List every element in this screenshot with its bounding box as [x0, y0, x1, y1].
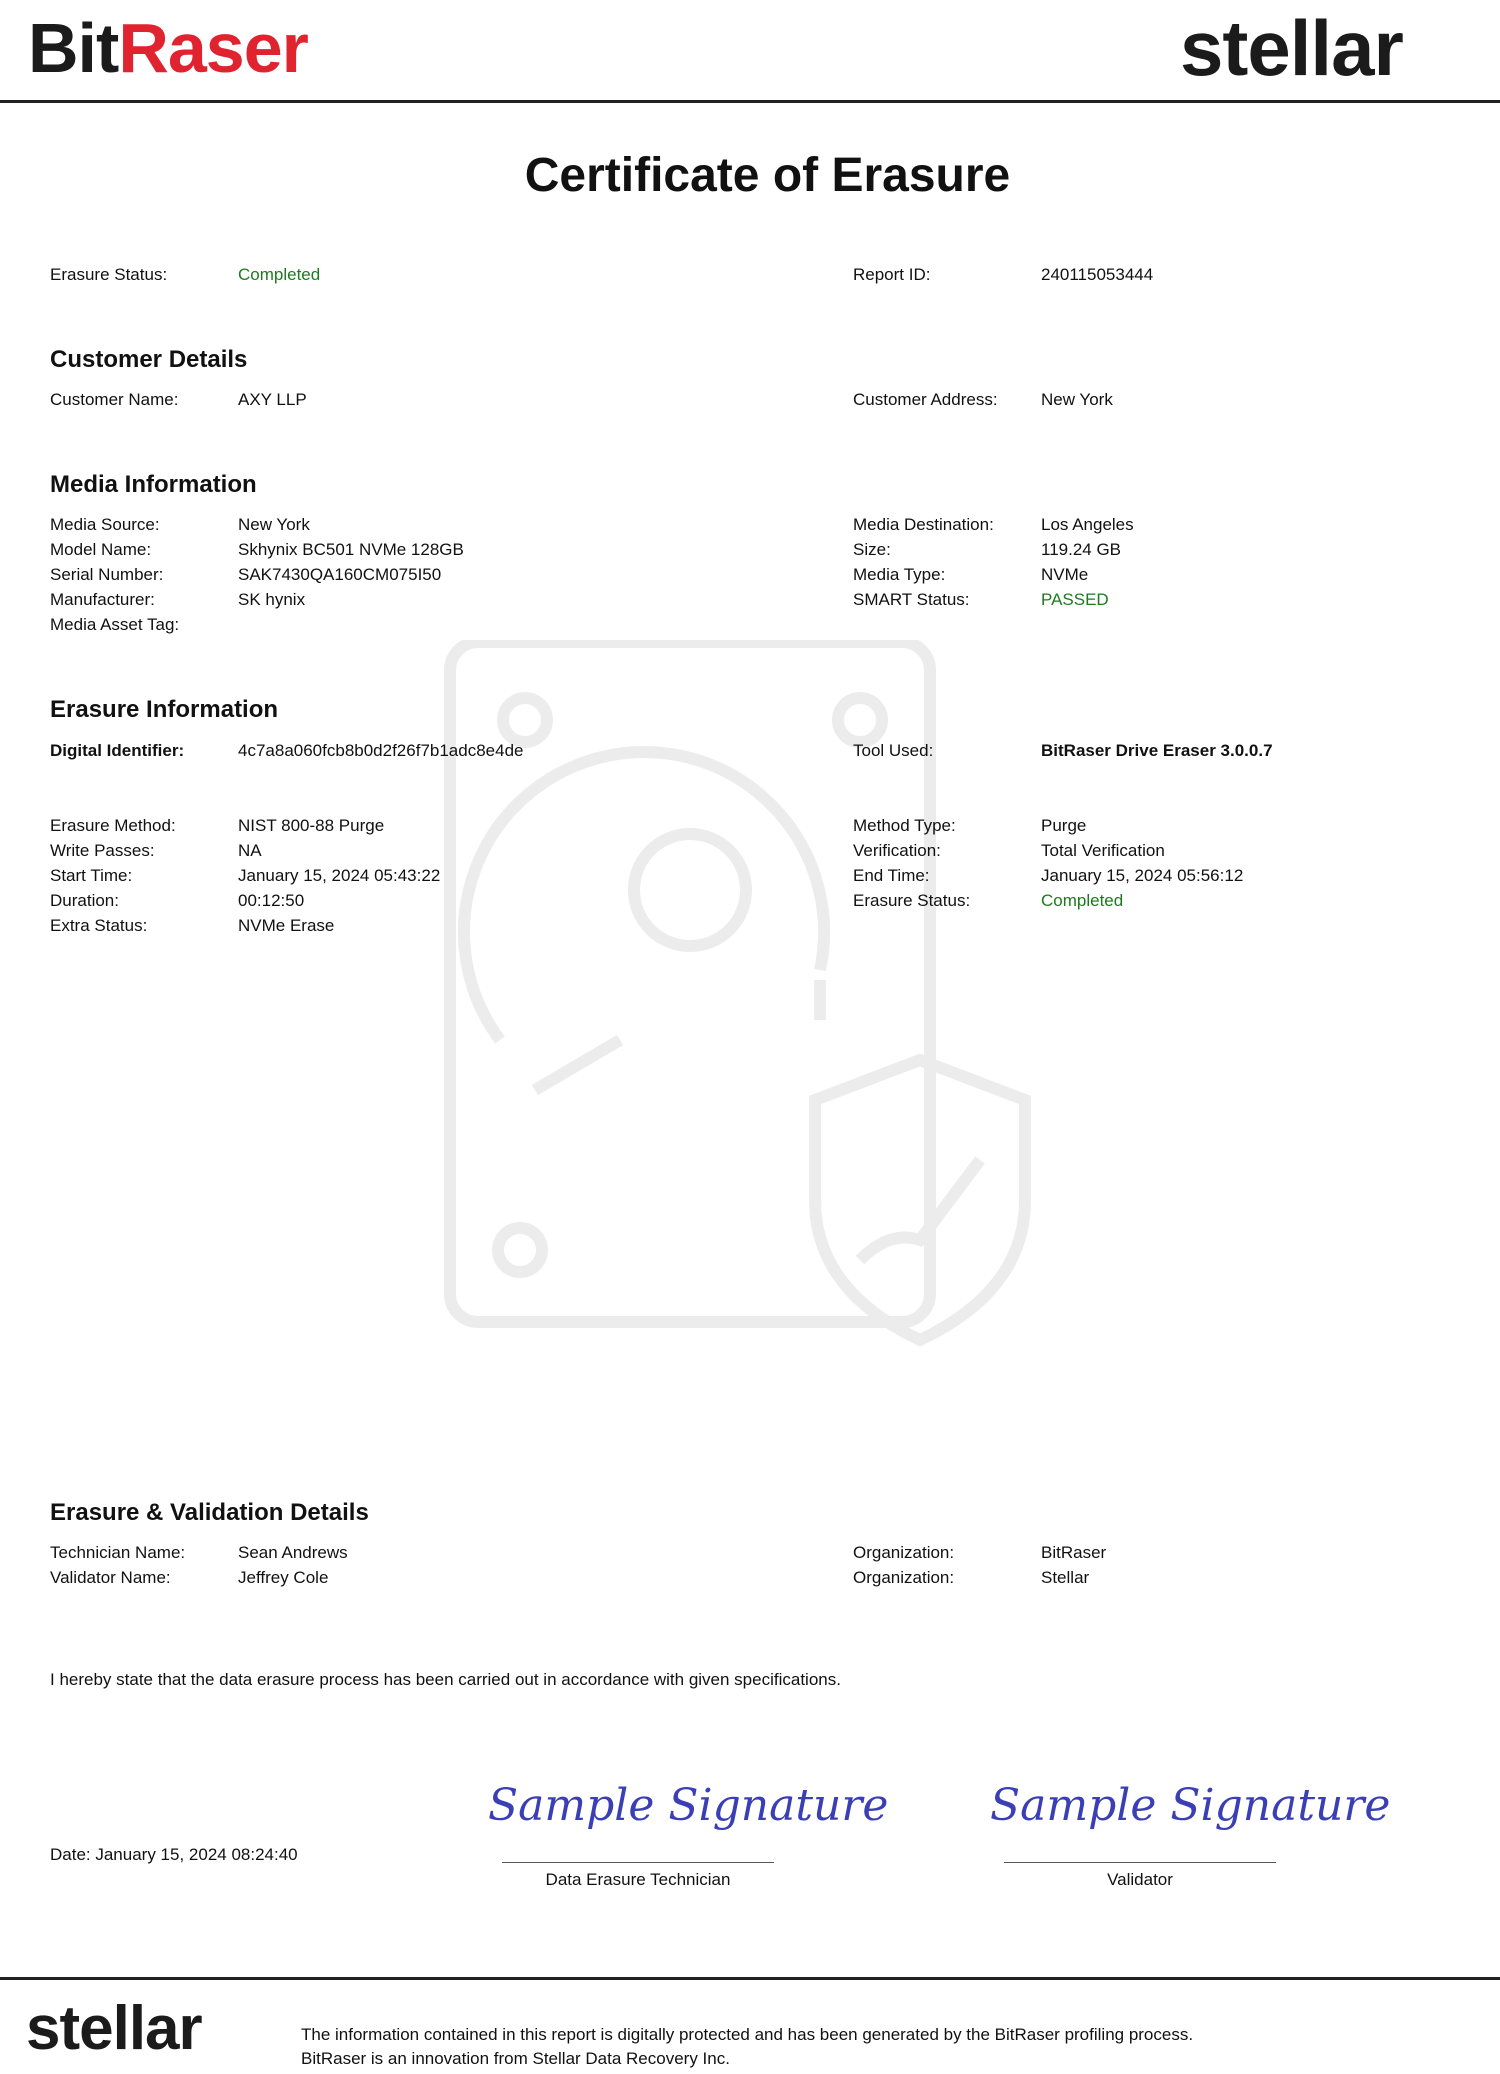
erasure-left-value: 00:12:50 [238, 891, 305, 910]
customer-name-label: Customer Name: [50, 390, 179, 409]
erasure-status-label: Erasure Status: [50, 265, 168, 284]
erasure-left-label: Write Passes: [50, 841, 155, 860]
media-left-label: Media Source: [50, 515, 160, 534]
media-left-label: Model Name: [50, 540, 152, 559]
customer-address-value: New York [1041, 390, 1113, 409]
erasure-right-label: Erasure Status: [853, 891, 971, 910]
smart-status-value: PASSED [1041, 590, 1109, 609]
validator-signature: Sample Signature [990, 1780, 1391, 1831]
validator-name-value: Jeffrey Cole [238, 1568, 329, 1587]
erasure-left-value: NVMe Erase [238, 916, 335, 935]
header-divider [0, 100, 1500, 103]
stellar-logo-text: stellar [1180, 4, 1403, 92]
footer-stellar-logo-text: stellar [26, 1994, 202, 2063]
organization-label: Organization: [853, 1543, 955, 1562]
media-right-label: Media Type: [853, 565, 946, 584]
media-left-label: Manufacturer: [50, 590, 155, 609]
organization-value: BitRaser [1041, 1543, 1107, 1562]
erasure-left-label: Extra Status: [50, 916, 148, 935]
media-right-value: Los Angeles [1041, 515, 1134, 534]
erasure-left-label: Erasure Method: [50, 816, 176, 835]
organization-label: Organization: [853, 1568, 955, 1587]
media-right-label: Media Destination: [853, 515, 994, 534]
media-right-value: NVMe [1041, 565, 1089, 584]
media-left-value: New York [238, 515, 310, 534]
erasure-status-final-value: Completed [1041, 891, 1124, 910]
technician-signature-line [502, 1862, 774, 1863]
digital-identifier-value: 4c7a8a060fcb8b0d2f26f7b1adc8e4de [238, 741, 524, 760]
media-left-value: SAK7430QA160CM075I50 [238, 565, 442, 584]
media-left-value: SK hynix [238, 590, 306, 609]
customer-details-heading: Customer Details [50, 346, 248, 373]
erasure-left-value: NIST 800-88 Purge [238, 816, 385, 835]
bitraser-logo-bit: Bit [28, 9, 119, 87]
declaration-statement: I hereby state that the data erasure process has been carried out in accordance with given specifications. [50, 1670, 841, 1689]
validation-details-heading: Erasure & Validation Details [50, 1499, 369, 1526]
media-left-label: Serial Number: [50, 565, 164, 584]
erasure-right-label: Verification: [853, 841, 941, 860]
bitraser-logo-raser: Raser [118, 9, 308, 87]
report-id-value: 240115053444 [1041, 265, 1154, 284]
digital-identifier-label: Digital Identifier: [50, 741, 185, 760]
media-left-label: Media Asset Tag: [50, 615, 180, 634]
certificate-date: Date: January 15, 2024 08:24:40 [50, 1845, 298, 1864]
validator-signature-line [1004, 1862, 1276, 1863]
erasure-left-value: January 15, 2024 05:43:22 [238, 866, 441, 885]
erasure-left-label: Duration: [50, 891, 119, 910]
erasure-status-value: Completed [238, 265, 321, 284]
customer-name-value: AXY LLP [238, 390, 307, 409]
validator-name-label: Validator Name: [50, 1568, 171, 1587]
page-title: Certificate of Erasure [524, 149, 1011, 202]
media-information-heading: Media Information [50, 471, 257, 498]
erasure-left-label: Start Time: [50, 866, 133, 885]
hard-drive-watermark-icon [440, 640, 1040, 1360]
tool-used-value: BitRaser Drive Eraser 3.0.0.7 [1041, 741, 1273, 760]
technician-caption: Data Erasure Technician [545, 1870, 731, 1889]
technician-name-value: Sean Andrews [238, 1543, 348, 1562]
organization-value: Stellar [1041, 1568, 1090, 1587]
tool-used-label: Tool Used: [853, 741, 934, 760]
validator-caption: Validator [1107, 1870, 1173, 1889]
erasure-left-value: NA [238, 841, 262, 860]
erasure-right-label: End Time: [853, 866, 930, 885]
erasure-information-heading: Erasure Information [50, 696, 279, 723]
footer-line-1: The information contained in this report is digitally protected and has been generated by the BitRaser profiling process. [301, 2025, 1194, 2044]
technician-signature: Sample Signature [488, 1780, 889, 1831]
media-right-label: SMART Status: [853, 590, 970, 609]
footer-divider [0, 1977, 1500, 1980]
report-id-label: Report ID: [853, 265, 931, 284]
media-left-value: Skhynix BC501 NVMe 128GB [238, 540, 464, 559]
erasure-right-value: Total Verification [1041, 841, 1165, 860]
technician-name-label: Technician Name: [50, 1543, 186, 1562]
media-right-value: 119.24 GB [1041, 540, 1122, 559]
footer-stellar-logo [26, 1994, 202, 2064]
erasure-right-value: January 15, 2024 05:56:12 [1041, 866, 1244, 885]
erasure-right-value: Purge [1041, 816, 1087, 835]
stellar-logo [1180, 6, 1403, 90]
erasure-right-label: Method Type: [853, 816, 956, 835]
bitraser-logo [28, 8, 308, 108]
customer-address-label: Customer Address: [853, 390, 998, 409]
footer-line-2: BitRaser is an innovation from Stellar Data Recovery Inc. [301, 2049, 730, 2068]
media-right-label: Size: [853, 540, 891, 559]
